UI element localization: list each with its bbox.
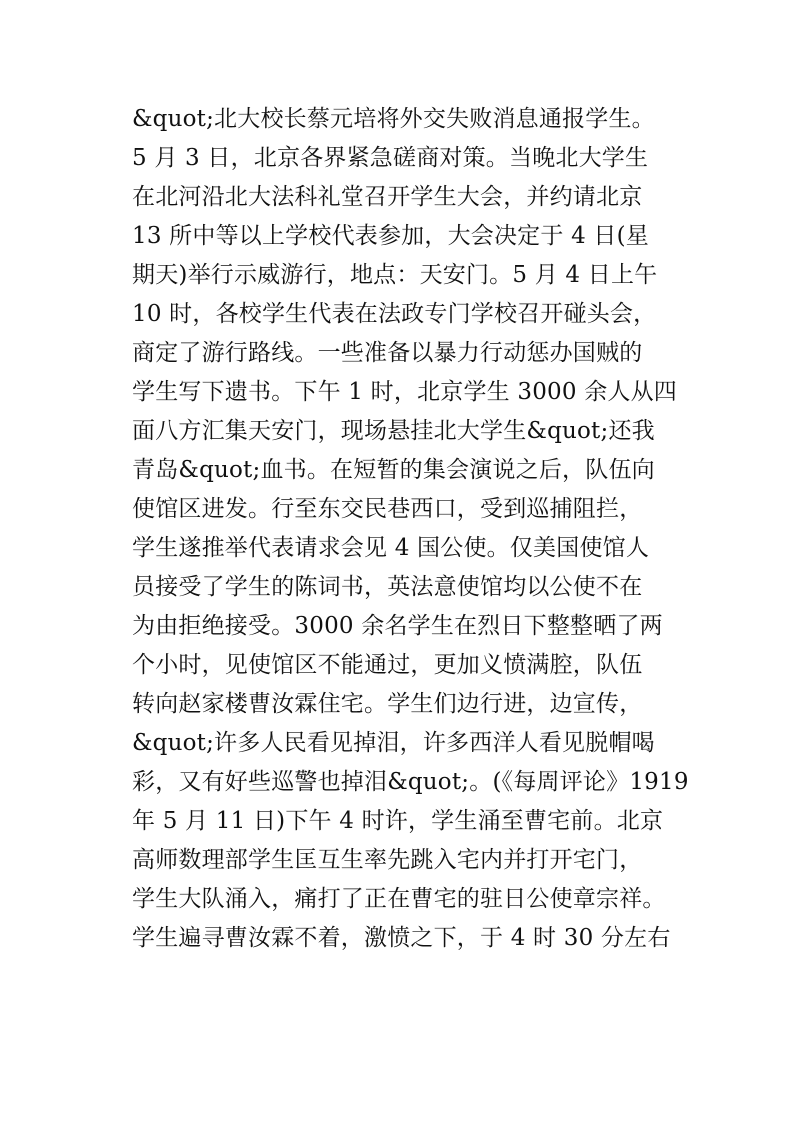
text-line: 10 时，各校学生代表在法政专门学校召开碰头会， — [132, 301, 657, 327]
text-line: 在北河沿北大法科礼堂召开学生大会，并约请北京 — [132, 184, 643, 210]
text-line: 彩，又有好些巡警也掉泪&quot;。(《每周评论》1919 — [132, 769, 689, 795]
text-line: 学生遍寻曹汝霖不着，激愤之下，于 4 时 30 分左右 — [132, 925, 671, 951]
text-line: 使馆区进发。行至东交民巷西口，受到巡捕阻拦， — [132, 496, 643, 522]
body-text — [132, 100, 692, 958]
text-line: 学生大队涌入，痛打了正在曹宅的驻日公使章宗祥。 — [132, 886, 666, 912]
text-line: 商定了游行路线。一些准备以暴力行动惩办国贼的 — [132, 340, 643, 366]
text-line: 学生遂推举代表请求会见 4 国公使。仅美国使馆人 — [132, 535, 650, 561]
text-line: 员接受了学生的陈词书，英法意使馆均以公使不在 — [132, 574, 643, 600]
text-line: 转向赵家楼曹汝霖住宅。学生们边行进，边宣传， — [132, 691, 643, 717]
text-line: &quot;北大校长蔡元培将外交失败消息通报学生。 — [132, 106, 655, 132]
text-line: 面八方汇集天安门，现场悬挂北大学生&quot;还我 — [132, 418, 655, 444]
text-line: 期天)举行示威游行，地点：天安门。5 月 4 日上午 — [132, 262, 658, 288]
text-line: 高师数理部学生匡互生率先跳入宅内并打开宅门， — [132, 847, 643, 873]
text-line: 为由拒绝接受。3000 余名学生在烈日下整整晒了两 — [132, 613, 663, 639]
text-line: 13 所中等以上学校代表参加，大会决定于 4 日(星 — [132, 223, 650, 249]
text-line: 年 5 月 11 日)下午 4 时许，学生涌至曹宅前。北京 — [132, 808, 664, 834]
text-line: 学生写下遗书。下午 1 时，北京学生 3000 余人从四 — [132, 379, 678, 405]
text-line: 5 月 3 日，北京各界紧急磋商对策。当晚北大学生 — [132, 145, 649, 171]
text-line: &quot;许多人民看见掉泪，许多西洋人看见脱帽喝 — [132, 730, 655, 756]
text-line: 青岛&quot;血书。在短暂的集会演说之后，队伍向 — [132, 457, 655, 483]
text-line: 个小时，见使馆区不能通过，更加义愤满腔，队伍 — [132, 652, 643, 678]
